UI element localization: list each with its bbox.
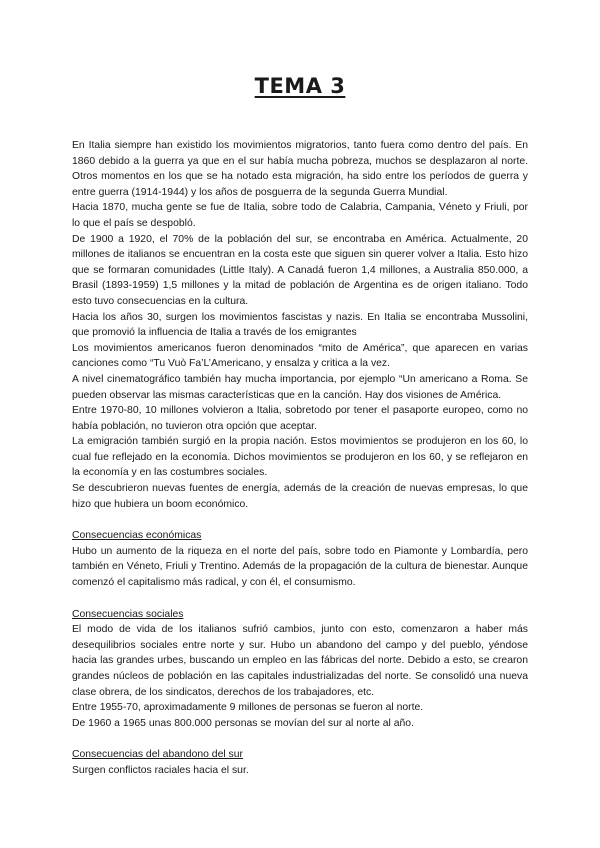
paragraph: Entre 1955-70, aproximadamente 9 millones de personas se fueron al norte.	[72, 702, 424, 714]
paragraph: A nivel cinematográfico también hay mucha importancia, por ejemplo “Un americano a Roma. Se pueden observar las mismas características que en la canción. Hay dos visiones de América.	[72, 373, 528, 401]
page-title: TEMA 3	[254, 74, 346, 98]
section-heading: Consecuencias sociales	[72, 608, 184, 620]
intro-section	[72, 138, 528, 512]
paragraph: Hubo un aumento de la riqueza en el norte del país, sobre todo en Piamonte y Lombardía, pero también en Véneto, Friuli y Trentino. Además de la propagación de la cultura de bienestar. Aunque comenzó el capitalismo más radical, y con él, el consumismo.	[72, 545, 528, 589]
paragraph: Surgen conflictos raciales hacia el sur.	[72, 764, 249, 776]
paragraph: En Italia siempre han existido los movimientos migratorios, tanto fuera como dentro del país. En 1860 debido a la guerra ya que en el sur había mucha pobreza, muchos se desplazaron al norte. Otros momentos en los que se ha notado esta migración, ha sido entre los períodos de guerra y entre guerra (1914-1944) y los años de posguerra de la segunda Guerra Mundial.	[72, 140, 528, 198]
social-section	[72, 607, 528, 732]
section-heading: Consecuencias económicas	[72, 530, 202, 542]
paragraph: El modo de vida de los italianos sufrió cambios, junto con esto, comenzaron a haber más desequilibrios sociales entre norte y sur. Hubo un abandono del campo y del pueblo, yéndose hacia las grandes urbes, buscando un empleo en las fábricas del norte. Debido a esto, se crearon grandes núcleos de población en las capitales industrializadas del norte. Se consolidó una nueva clase obrera, de los sindicatos, derechos de los trabajadores, etc.	[72, 624, 528, 698]
paragraph: Entre 1970-80, 10 millones volvieron a Italia, sobretodo por tener el pasaporte europeo, como no había población, no tuvieron otra opción que aceptar.	[72, 405, 528, 432]
paragraph: Hacia 1870, mucha gente se fue de Italia, sobre todo de Calabria, Campania, Véneto y Friuli, por lo que el país se despobló.	[72, 202, 528, 229]
economic-section	[72, 528, 528, 590]
paragraph: De 1900 a 1920, el 70% de la población del sur, se encontraba en América. Actualmente, 20 millones de italianos se encuentran en la costa este que siguen sin querer volver a Italia. Esto hizo que se formaran comunidades (Little Italy). A Canadá fueron 1,4 millones, a Australia 850.000, a Brasil (1893-1959) 1,5 millones y la mitad de población de Argentina es de origen italiano. Todo esto tuvo consecuencias en la cultura.	[72, 233, 528, 307]
paragraph: Hacia los años 30, surgen los movimientos fascistas y nazis. En Italia se encontraba Mussolini, que promovió la influencia de Italia a través de los emigrantes	[72, 311, 528, 339]
paragraph: Se descubrieron nuevas fuentes de energía, además de la creación de nuevas empresas, lo que hizo que hubiera un boom económico.	[72, 483, 528, 510]
paragraph: Los movimientos americanos fueron denominados “mito de América”, que aparecen en varias canciones como “Tu Vuò Fa’L’Americano, y ensalza y critica a la vez.	[72, 342, 528, 370]
abandon-section	[72, 747, 528, 778]
section-heading: Consecuencias del abandono del sur	[72, 749, 243, 761]
document-body	[72, 138, 528, 779]
paragraph: La emigración también surgió en la propia nación. Estos movimientos se produjeron en los 60, lo cual fue reflejado en la economía. Dichos movimientos se produjeron en los 60, y se reflejaron en la economía y en las costumbres sociales.	[72, 436, 528, 479]
paragraph: De 1960 a 1965 unas 800.000 personas se movían del sur al norte al año.	[72, 717, 414, 729]
